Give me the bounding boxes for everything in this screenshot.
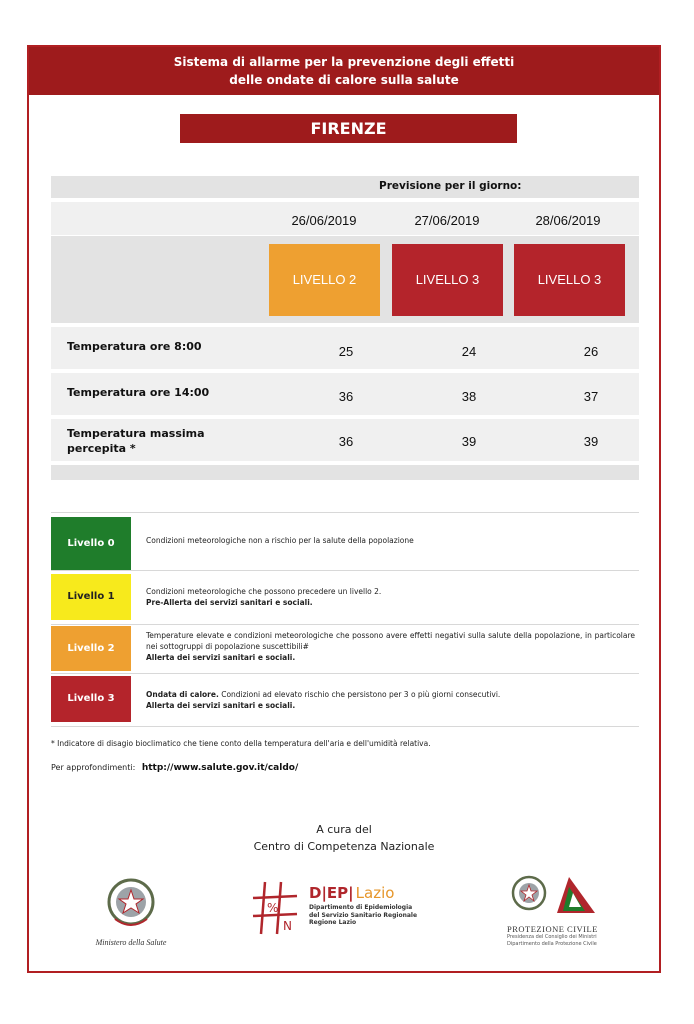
footnote: * Indicatore di disagio bioclimatico che tiene conto della temperatura dell'aria e dell'umidità relativa.: [51, 739, 431, 748]
legend-action: Allerta dei servizi sanitari e sociali.: [146, 701, 296, 710]
dep-brand-2: Lazio: [355, 884, 395, 902]
value-cell: 24: [461, 344, 477, 359]
legend-text-0: Condizioni meteorologiche non a rischio per la salute della popolazione: [146, 536, 414, 545]
ministero-caption: Ministero della Salute: [95, 938, 167, 947]
city-title: FIRENZE: [180, 114, 517, 143]
row-label-line-1: Temperatura massima: [67, 427, 205, 440]
legend-row-3: [51, 675, 639, 727]
row-label-temp-8: Temperatura ore 8:00: [67, 340, 202, 353]
ministero-logo: [85, 875, 177, 947]
pc-sub-line: Presidenza del Consiglio dei Ministri: [507, 934, 597, 940]
row-label-temp-perceived: [67, 426, 205, 456]
legend-text-1: [146, 586, 635, 608]
bulletin-header: [29, 47, 659, 95]
value-cell: 36: [338, 434, 354, 449]
dep-brand-1: D|EP|: [309, 884, 354, 902]
forecast-caption-band: [51, 176, 639, 198]
value-cell: 39: [583, 434, 599, 449]
svg-text:%: %: [267, 901, 279, 915]
dep-sub-line: del Servizio Sanitario Regionale: [309, 911, 418, 919]
pc-sub-line: Dipartimento della Protezione Civile: [507, 940, 597, 947]
pc-title: PROTEZIONE CIVILE: [507, 924, 598, 934]
protezione-civile-icon: [507, 873, 617, 919]
row-label-temp-14: Temperatura ore 14:00: [67, 386, 210, 399]
more-info-link[interactable]: http://www.salute.gov.it/caldo/: [141, 763, 299, 773]
legend-lead: Ondata di calore.: [146, 690, 219, 699]
date-3: 28/06/2019: [535, 213, 601, 228]
legend-desc: Condizioni meteorologiche che possono precedere un livello 2.: [146, 587, 382, 596]
level-badge-day-1: LIVELLO 2: [269, 244, 380, 316]
dates-row: [51, 202, 639, 235]
legend-desc: Condizioni ad elevato rischio che persistono per 3 o più giorni consecutivi.: [218, 690, 501, 699]
legend-desc: Temperature elevate e condizioni meteorologiche che possono avere effetti negativi sulla salute della popolazione, in particolare nei sottogruppi di popolazione suscettibili#: [146, 631, 635, 651]
forecast-caption: Previsione per il giorno:: [379, 180, 522, 192]
more-info: [51, 763, 298, 773]
table-footer-band: [51, 465, 639, 480]
dep-subtitle: [309, 904, 417, 927]
dep-brand: [309, 884, 394, 902]
legend-level-0: Livello 0: [51, 517, 131, 570]
legend-action: Pre-Allerta dei servizi sanitari e sociali.: [146, 598, 313, 607]
protezione-civile-logo: [507, 873, 617, 947]
dep-sub-line: Regione Lazio: [309, 919, 357, 926]
date-1: 26/06/2019: [291, 213, 357, 228]
emblem-icon: [85, 875, 177, 933]
more-info-label: Per approfondimenti:: [51, 763, 136, 772]
value-cell: 25: [338, 344, 354, 359]
dep-grid-icon: [251, 880, 303, 936]
header-line-2: delle ondate di calore sulla salute: [229, 73, 459, 87]
legend-level-2: Livello 2: [51, 626, 131, 671]
pc-subtitle: [507, 934, 617, 947]
value-cell: 38: [461, 389, 477, 404]
row-label-line-2: percepita *: [67, 442, 136, 455]
level-badge-day-3: LIVELLO 3: [514, 244, 625, 316]
date-2: 27/06/2019: [414, 213, 480, 228]
credit-line-2: Centro di Competenza Nazionale: [253, 840, 435, 853]
bulletin-frame: [27, 45, 661, 973]
credit-line-1: A cura del: [316, 823, 372, 836]
value-cell: 36: [338, 389, 354, 404]
legend-text-3: [146, 689, 635, 711]
table-row: [51, 419, 639, 461]
legend-row-2: [51, 625, 639, 674]
legend-row-0: [51, 512, 639, 571]
level-badge-day-2: LIVELLO 3: [392, 244, 503, 316]
credit: [29, 821, 659, 855]
table-row: [51, 327, 639, 369]
legend-text-2: [146, 630, 635, 663]
table-row: [51, 373, 639, 415]
legend-level-3: Livello 3: [51, 676, 131, 722]
header-line-1: Sistema di allarme per la prevenzione degli effetti: [173, 55, 515, 69]
value-cell: 37: [583, 389, 599, 404]
svg-text:N: N: [283, 919, 292, 933]
legend-row-1: [51, 571, 639, 625]
legend-level-1: Livello 1: [51, 574, 131, 620]
dep-lazio-logo: [251, 880, 431, 940]
dep-sub-line: Dipartimento di Epidemiologia: [309, 904, 413, 911]
legend-action: Allerta dei servizi sanitari e sociali.: [146, 653, 296, 662]
value-cell: 26: [583, 344, 599, 359]
value-cell: 39: [461, 434, 477, 449]
